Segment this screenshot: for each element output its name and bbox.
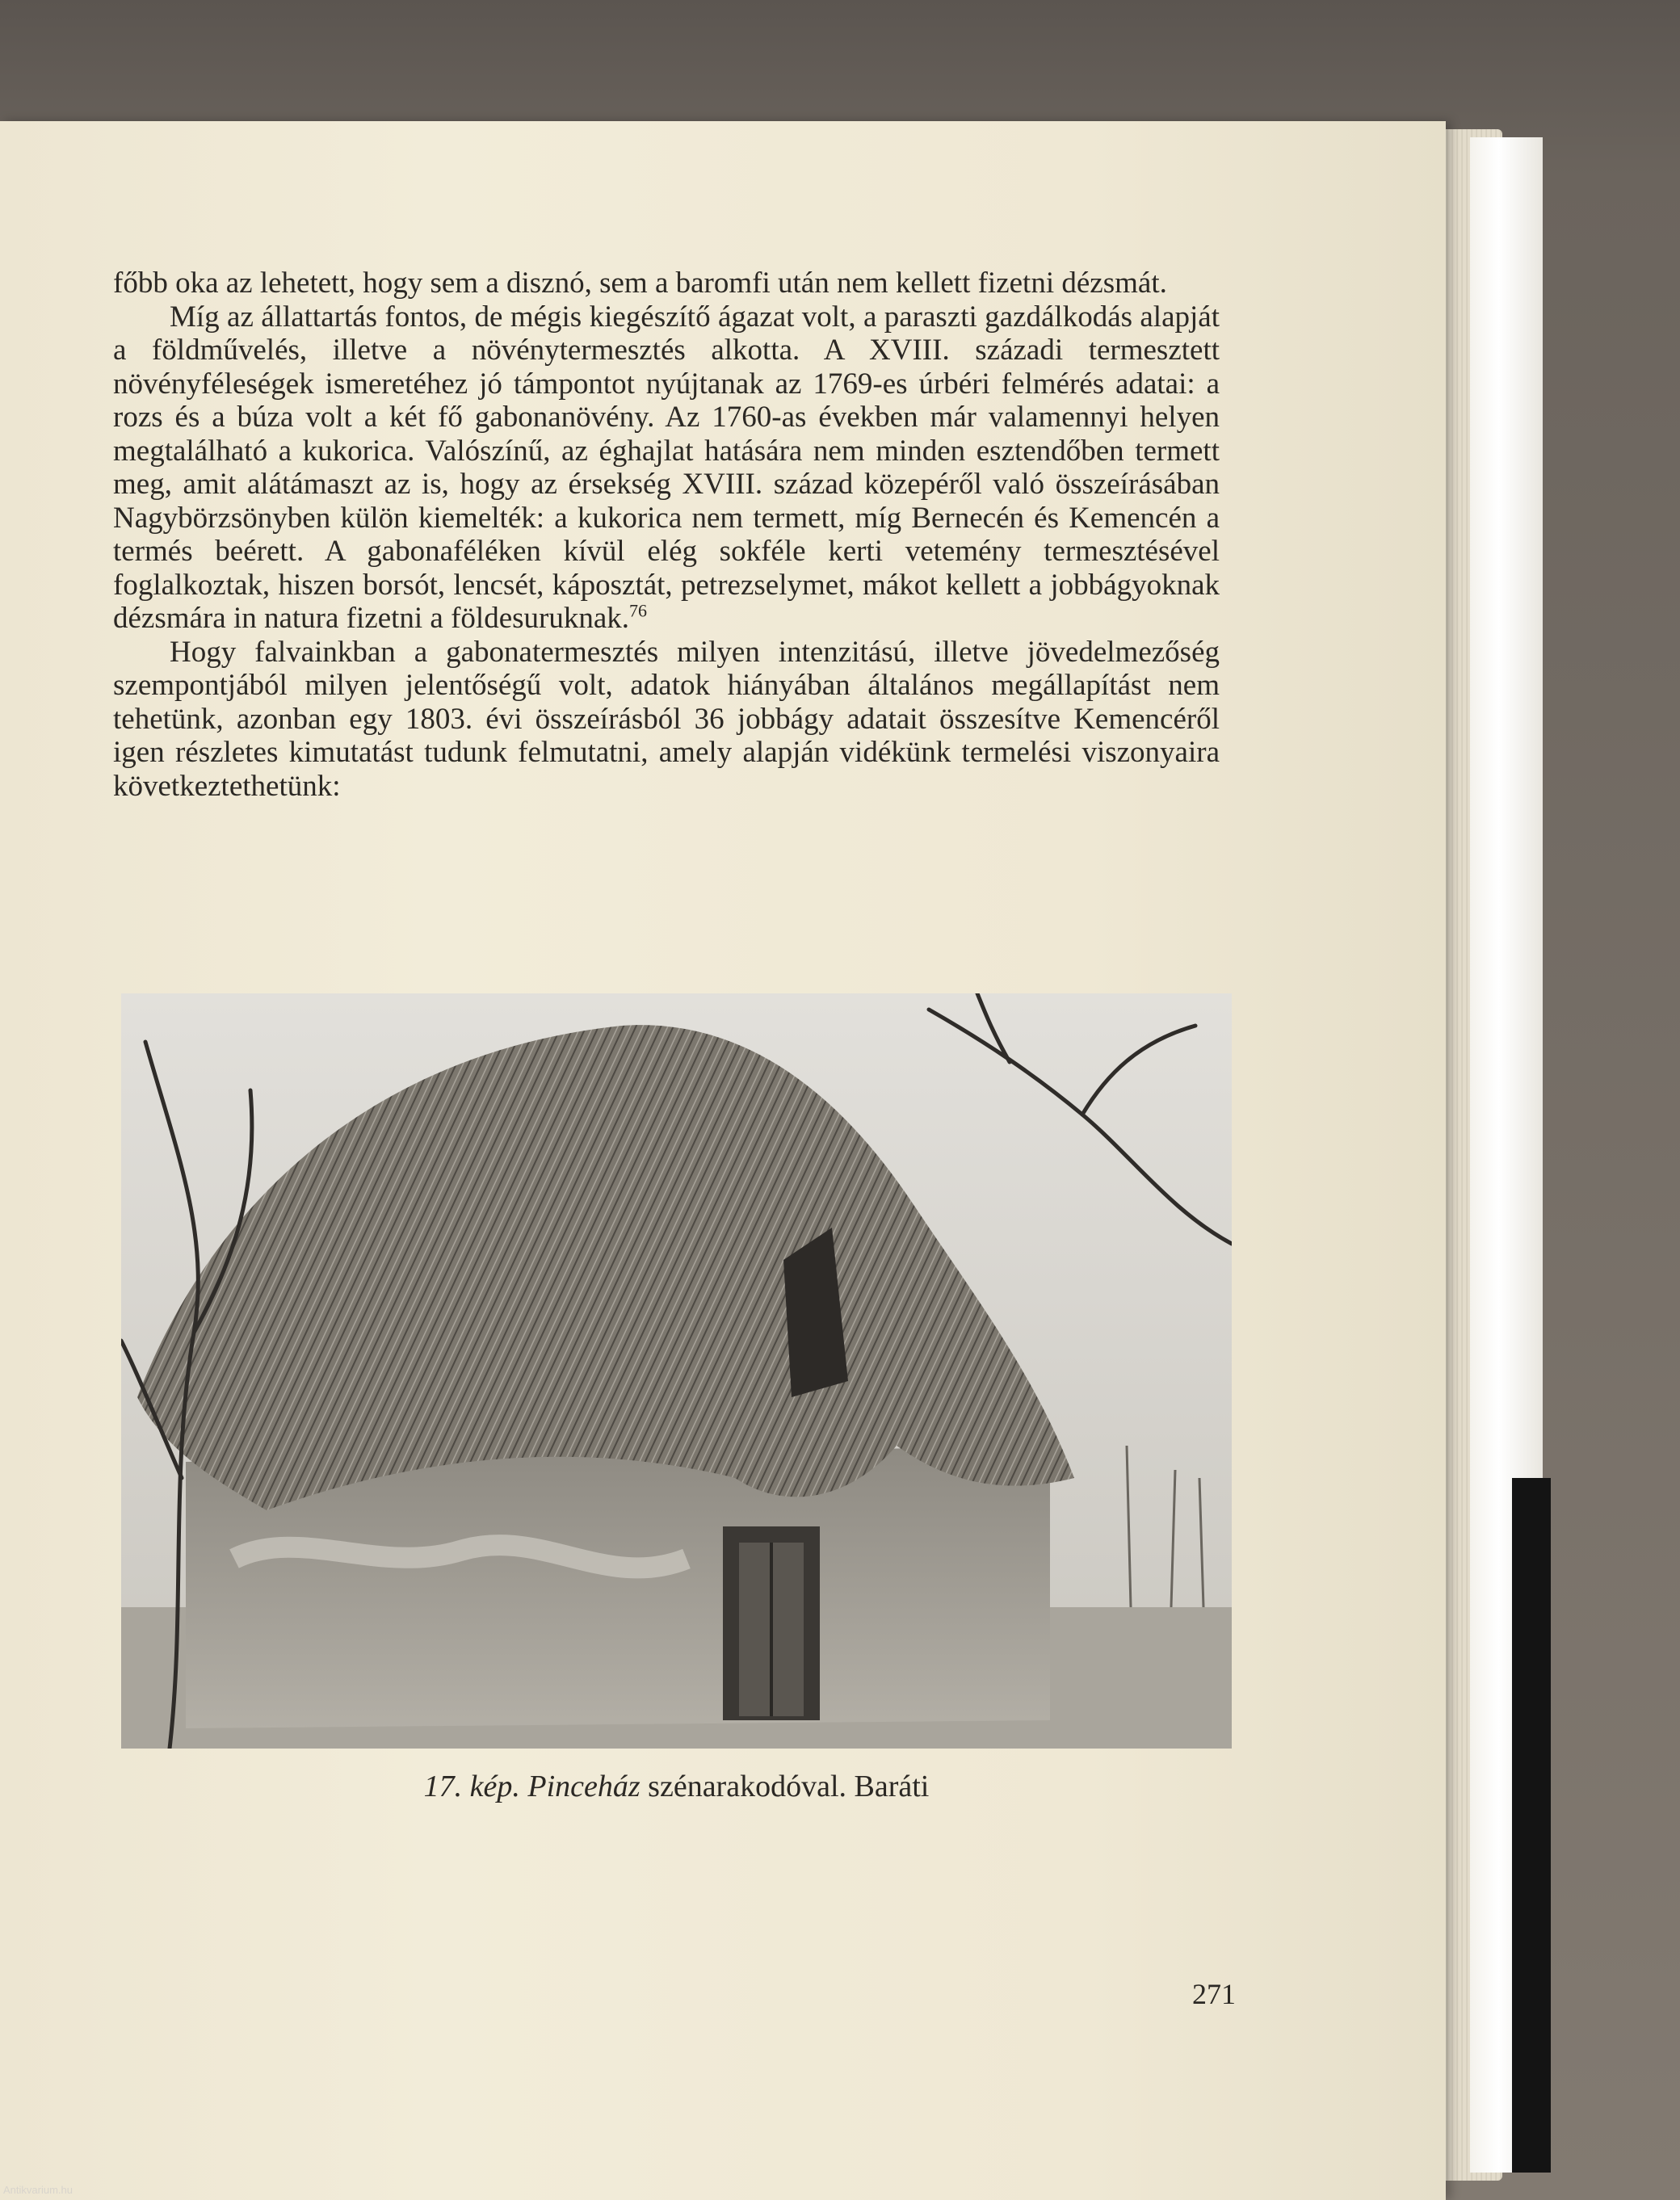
thatched-cellar-house-photo [121,993,1232,1749]
page-number: 271 [1192,1978,1236,2010]
paragraph-1: főbb oka az lehetett, hogy sem a disznó, sem a baromfi után nem kellett fizetni dézsmát. [113,267,1167,300]
paragraph-3: Hogy falvainkban a gabonatermesztés milyen intenzitású, illetve jövedelmezőség szempontjából milyen jelentőségű volt, adatok hiányában általános megállapítást nem tehetünk, azonban egy 1803. évi összeírásból 36 jobbágy adatait összesítve Kemencéről igen részletes kimutatást tudunk felmutatni, amely alapján vidékünk termelési viszonyaira következtethetünk: [113,635,1220,803]
body-text [113,267,1220,803]
paragraph-2 [113,300,1220,636]
book-cover-spine-dark [1512,1478,1551,2173]
figure-caption-text: szénarakodóval. Baráti [640,1770,930,1803]
figure-caption [121,1769,1232,1804]
figure-caption-italic: 17. kép. Pinceház [423,1770,640,1803]
footnote-ref: 76 [629,600,648,621]
paragraph-2-text: Míg az állattartás fontos, de mégis kiegészítő ágazat volt, a paraszti gazdálkodás alapját a földművelés, illetve a növénytermesztés alkotta. A XVIII. századi termesztett növényféleségek ismeretéhez jó támpontot nyújtanak az 1769-es úrbéri felmérés adatai: a rozs és a búza volt a két fő gabonanövény. Az 1760-as években már valamennyi helyen megtalálható a kukorica. Valószínű, az éghajlat hatására nem minden esztendőben termett meg, amit alátámaszt az is, hogy az érsekség XVIII. század közepéről való összeírásában Nagybörzsönyben külön kiemelték: a kukorica nem termett, míg Bernecén és Kemencén a termés beérett. A gabonaféléken kívül elég sokféle kerti vetemény termesztésével foglalkoztak, hiszen borsót, lencsét, káposztát, petrezselymet, mákot kellett a jobbágyoknak dézsmára in natura fizetni a földesuruknak. [113,300,1220,635]
figure-photo [121,993,1232,1749]
watermark: Antikvarium.hu [3,2184,73,2196]
